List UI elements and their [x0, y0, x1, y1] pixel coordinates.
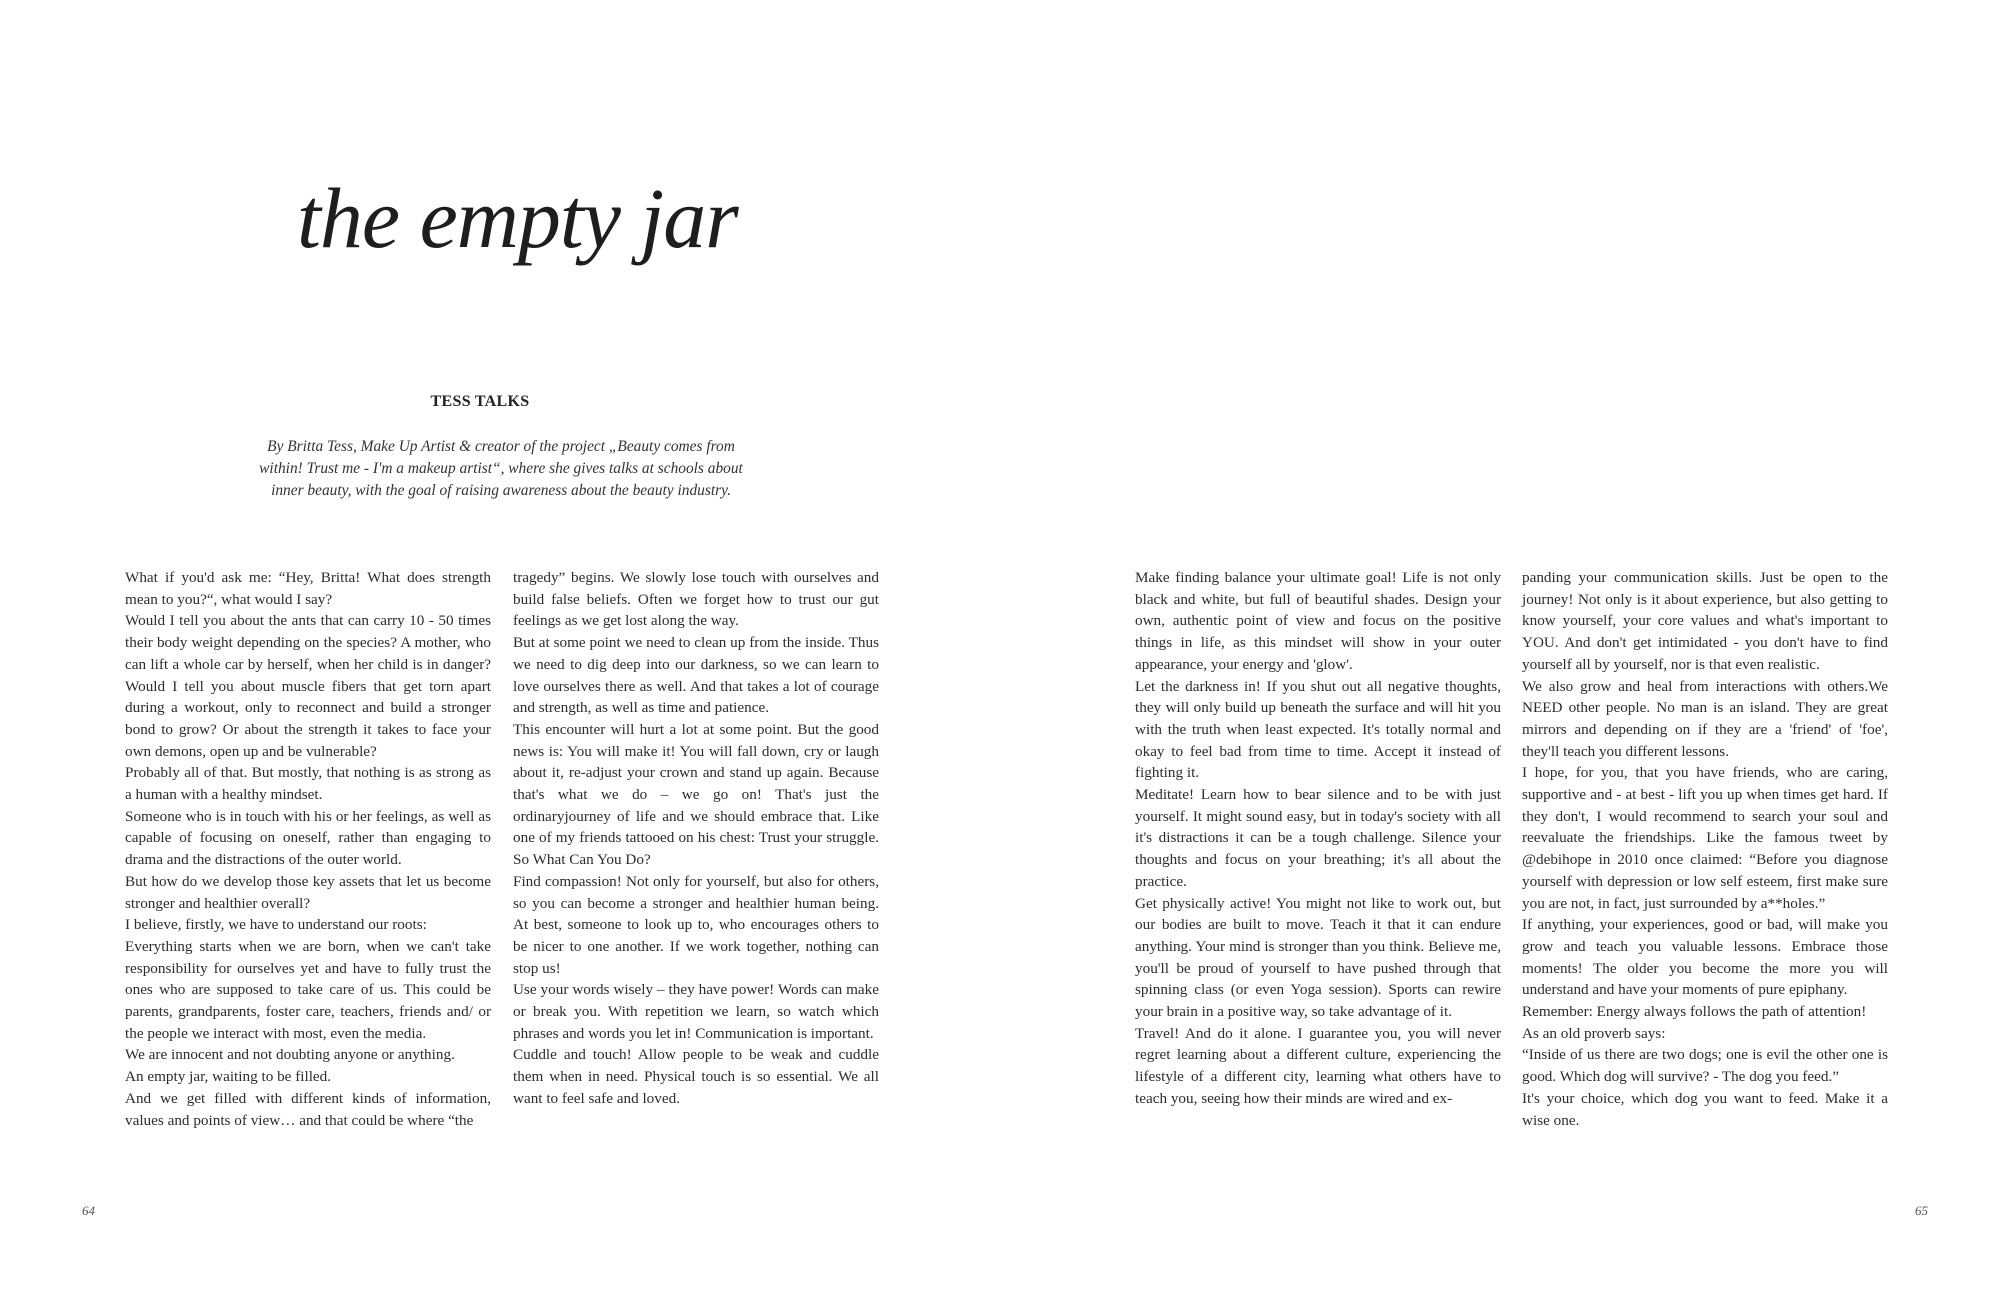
article-title: the empty jar: [297, 170, 738, 266]
body-paragraph: Remember: Energy always follows the path of attention!: [1522, 1003, 1867, 1021]
body-paragraph: Would I tell you about the ants that can carry 10 - 50 times their body weight depending on the species? A mother, who can lift a whole car by herself, when her child is in danger? Would I tell you about muscle fibers that get torn apart during a workout, only to reconnect and build a stronger bond to grow? Or about the strength it takes to face your own demons, open up and be vulnerable?: [125, 612, 491, 760]
body-paragraph: Meditate! Learn how to bear silence and to be with just yourself. It might sound easy, but in today's society with all it's distractions it can be a tough challenge. Silence your thoughts and focus on your breathing; it's all about the practice.: [1135, 786, 1501, 890]
body-paragraph: This encounter will hurt a lot at some point. But the good news is: You will make it! You will fall down, cry or laugh about it, re-adjust your crown and stand up again. Because that's what we do – we go on! That's just the ordinaryjourney of life and we should embrace that. Like one of my friends tattooed on his chest: Trust your struggle. So What Can You Do?: [513, 720, 879, 869]
body-paragraph: Use your words wisely – they have power! Words can make or break you. With repetition we learn, so watch which phrases and words you let in! Communication is important.: [513, 981, 879, 1042]
page-number-left: 64: [82, 1203, 95, 1218]
text-column-2: [513, 567, 879, 1110]
body-paragraph: Make finding balance your ultimate goal! Life is not only black and white, but full of beautiful shades. Design your own, authentic point of view and focus on the positive things in life, as this mindset will show in your outer appearance, your energy and 'glow'.: [1135, 569, 1501, 673]
body-paragraph: And we get filled with different kinds of information, values and points of view… and that could be where “the: [125, 1089, 491, 1129]
body-paragraph: But how do we develop those key assets that let us become stronger and healthier overall?: [125, 872, 491, 912]
body-paragraph: panding your communication skills. Just be open to the journey! Not only is it about experience, but also getting to know yourself, your core values and what's important to YOU. And don't get intimidated - you don't have to find yourself all by yourself, nor is that even realistic.: [1522, 569, 1888, 673]
body-paragraph: Travel! And do it alone. I guarantee you, you will never regret learning about a different culture, experiencing the lifestyle of a different city, learning what others have to teach you, seeing how their minds are wired and ex-: [1135, 1024, 1501, 1107]
body-paragraph: I believe, firstly, we have to understand our roots:: [125, 916, 427, 934]
body-paragraph: tragedy” begins. We slowly lose touch with ourselves and build false beliefs. Often we forget how to trust our gut feelings as we get lost along the way.: [513, 569, 879, 630]
body-paragraph: It's your choice, which dog you want to feed. Make it a wise one.: [1522, 1089, 1888, 1129]
text-column-4: [1522, 567, 1888, 1131]
body-paragraph: Someone who is in touch with his or her feelings, as well as capable of focusing on oneself, rather than engaging to drama and the distractions of the outer world.: [125, 807, 491, 869]
body-paragraph: But at some point we need to clean up from the inside. Thus we need to dig deep into our darkness, so we can learn to love ourselves there as well. And that takes a lot of courage and strength, as well as time and patience.: [513, 634, 879, 717]
body-paragraph: We are innocent and not doubting anyone or anything.: [125, 1046, 455, 1064]
page-number-right: 65: [1915, 1203, 1928, 1218]
body-paragraph: If anything, your experiences, good or bad, will make you grow and teach you valuable lessons. Embrace those moments! The older you become the more you will understand and have your moments of pure epiphany.: [1522, 916, 1888, 999]
section-label: TESS TALKS: [430, 393, 530, 410]
text-column-3: [1135, 567, 1501, 1110]
body-paragraph: An empty jar, waiting to be filled.: [125, 1068, 332, 1086]
text-column-1: [125, 567, 491, 1131]
body-paragraph: Let the darkness in! If you shut out all negative thoughts, they will only build up beneath the surface and will hit you with the truth when least expected. It's totally normal and okay to feel bad from time to time. Accept it instead of fighting it.: [1135, 677, 1501, 782]
body-paragraph: Find compassion! Not only for yourself, but also for others, so you can become a stronger and healthier human being. At best, someone to look up to, who encourages others to be nicer to one another. If we work together, nothing can stop us!: [513, 872, 879, 977]
body-paragraph: Cuddle and touch! Allow people to be weak and cuddle them when in need. Physical touch is so essential. We all want to feel safe and loved.: [513, 1046, 879, 1107]
body-paragraph: As an old proverb says:: [1522, 1024, 1666, 1042]
author-byline: By Britta Tess, Make Up Artist & creator of the project „Beauty comes from within! Trust me - I'm a makeup artist“, where she gives talks at schools about inner beauty, with the goal of raising awareness about the beauty industry.: [259, 438, 743, 499]
body-paragraph: What if you'd ask me: “Hey, Britta! What does strength mean to you?“, what would I say?: [125, 569, 491, 608]
body-paragraph: We also grow and heal from interactions with others.We NEED other people. No man is an island. They are great mirrors and depending on if they are a 'friend' of 'foe', they'll teach you different lessons.: [1522, 677, 1888, 760]
body-paragraph: Get physically active! You might not like to work out, but our bodies are built to move. Teach it that it can endure anything. Your mind is stronger than you think. Believe me, you'll be proud of yourself to have pushed through that spinning class (or even Yoga session). Sports can rewire your brain in a positive way, so take advantage of it.: [1135, 894, 1501, 1021]
body-paragraph: I hope, for you, that you have friends, who are caring, supportive and - at best - lift you up when times get hard. If they don't, I would recommend to search your soul and reevaluate the friendships. Like the famous tweet by @debihope in 2010 once claimed: “Before you diagnose yourself with depression or low self esteem, first make sure you are not, in fact, just surrounded by a**holes.”: [1522, 764, 1888, 912]
body-paragraph: Everything starts when we are born, when we can't take responsibility for ourselves yet and have to fully trust the ones who are supposed to take care of us. This could be parents, grandparents, foster care, teachers, friends and/ or the people we interact with most, even the media.: [125, 937, 491, 1042]
body-paragraph: “Inside of us there are two dogs; one is evil the other one is good. Which dog will survive? - The dog you feed.”: [1522, 1046, 1888, 1086]
body-paragraph: Probably all of that. But mostly, that nothing is as strong as a human with a healthy mindset.: [125, 764, 491, 804]
